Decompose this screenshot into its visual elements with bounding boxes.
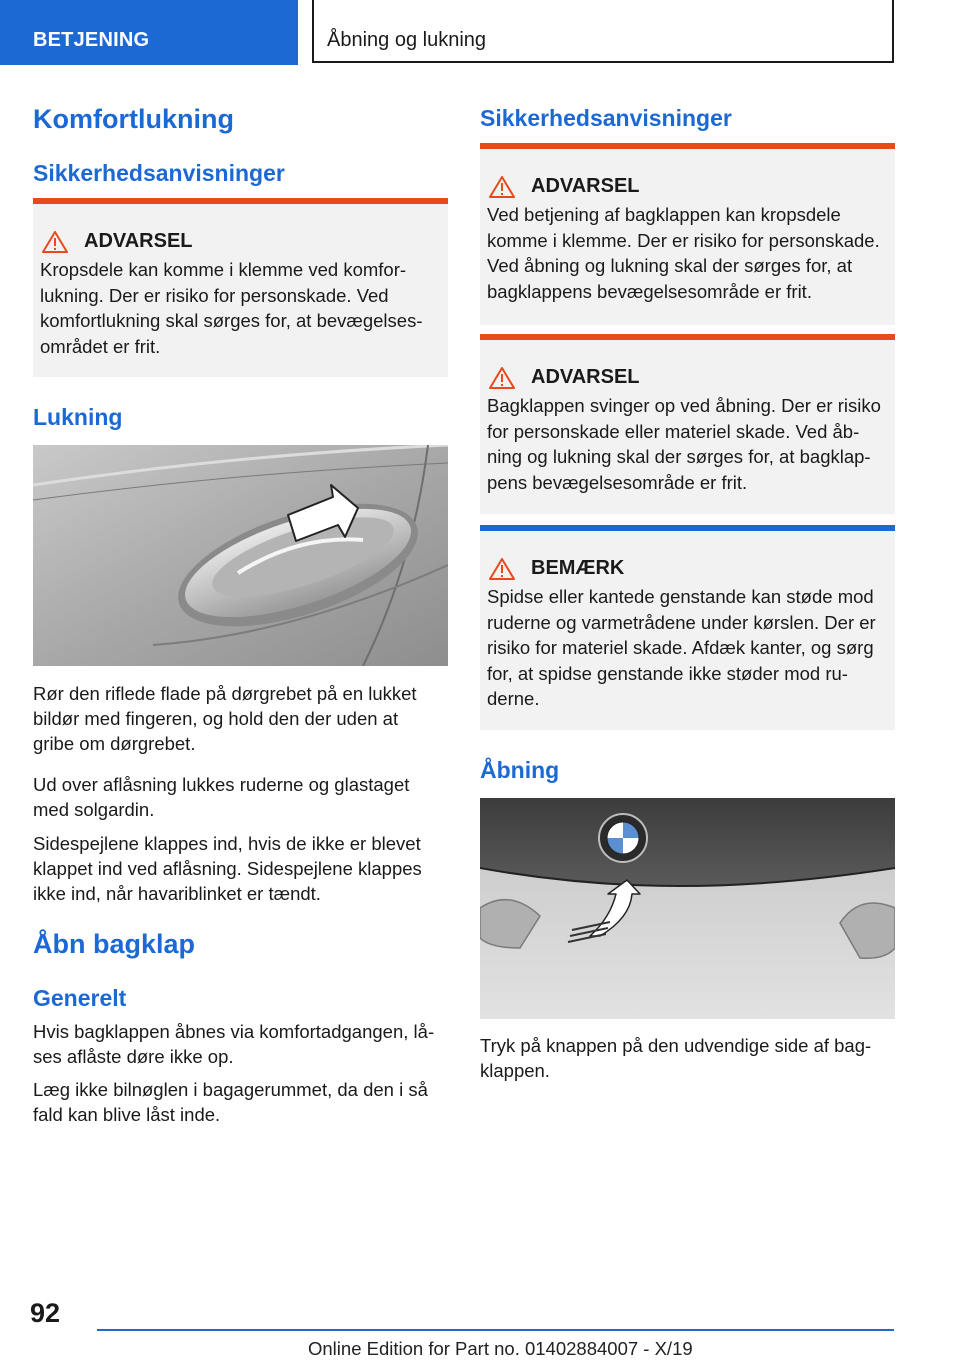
generelt-para2: Læg ikke bilnøglen i bagagerummet, da den i så fald kan blive låst inde. <box>33 1079 428 1125</box>
generelt-heading: Generelt <box>33 985 127 1011</box>
warning-text: Bagklappen svinger op ved åbning. Der er risiko for personskade eller materiel skade. Ved åbning og lukning skal der sørges for, at bagklappens bevægelsesområde er frit. <box>487 395 881 493</box>
warning-triangle-icon <box>42 231 68 253</box>
warning-box-comfort <box>33 198 448 377</box>
tailgate-image <box>480 798 895 1019</box>
note-box <box>480 525 895 730</box>
warning-triangle-icon <box>489 176 515 198</box>
warning-text: Kropsdele kan komme i klemme ved komforlukning. Der er risiko for personskade. Ved komfortlukning skal sørges for, at bevægelsesområdet er frit. <box>40 259 423 357</box>
section-tab: BETJENING <box>0 0 298 65</box>
page-title: Komfortlukning <box>33 104 234 134</box>
footer-edition: Online Edition for Part no. 01402884007 - X/19 <box>308 1338 693 1359</box>
bagklap-title: Åbn bagklap <box>33 929 196 959</box>
warning-label: ADVARSEL <box>531 366 640 388</box>
warning-triangle-icon <box>489 558 515 580</box>
note-text: Spidse eller kantede genstande kan støde mod ruderne og varmetrådene under kørslen. Der er risiko for materiel skade. Afdæk kanter, og sørg for, at spidse genstande ikke støder mod ruderne. <box>487 586 876 709</box>
safety-heading-right: Sikkerhedsanvisninger <box>480 105 732 131</box>
footer-divider <box>97 1329 894 1331</box>
chapter-title: Åbning og lukning <box>312 0 894 63</box>
lukning-heading: Lukning <box>33 404 123 430</box>
warning-label: ADVARSEL <box>84 230 193 252</box>
lukning-para2: Ud over aflåsning lukkes ruderne og glastaget med solgardin. <box>33 774 410 820</box>
lukning-para1: Rør den riflede flade på dørgrebet på en lukket bildør med fingeren, og hold den der uden at gribe om dørgrebet. <box>33 683 417 754</box>
lukning-para3: Sidespejlene klappes ind, hvis de ikke er blevet klappet ind ved aflåsning. Sidespejlene klappes ikke ind, når havariblinket er tændt. <box>33 833 422 904</box>
generelt-para1: Hvis bagklappen åbnes via komfortadgangen, låses aflåste døre ikke op. <box>33 1021 435 1067</box>
safety-heading-left: Sikkerhedsanvisninger <box>33 160 285 186</box>
warning-triangle-icon <box>489 367 515 389</box>
warning-label: ADVARSEL <box>531 175 640 197</box>
abning-heading: Åbning <box>480 757 560 783</box>
page-number: 92 <box>30 1298 61 1328</box>
door-handle-image <box>33 445 448 666</box>
warning-box-tailgate-1 <box>480 143 895 325</box>
abning-para: Tryk på knappen på den udvendige side af bagklappen. <box>480 1035 872 1081</box>
note-label: BEMÆRK <box>531 557 625 579</box>
warning-text: Ved betjening af bagklappen kan kropsdele komme i klemme. Der er risiko for personskade. Ved åbning og lukning skal der sørges for, at bagklappens bevægelsesområde er frit. <box>487 204 880 302</box>
warning-box-tailgate-2 <box>480 334 895 514</box>
